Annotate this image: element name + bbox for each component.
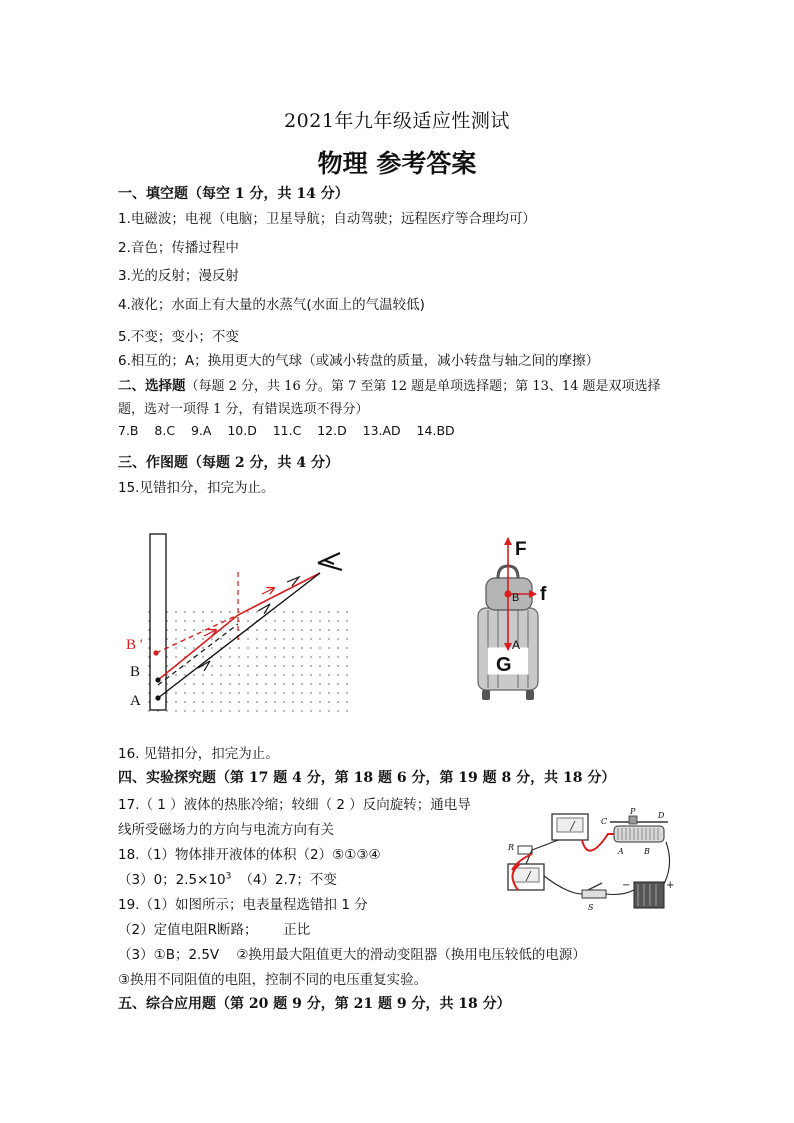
- mirror-plate: [150, 534, 166, 710]
- answer-18b-exp: 3: [225, 871, 232, 882]
- label-A-circuit: A: [618, 847, 624, 856]
- answer-18a: 18.（1）物体排开液体的体积（2）⑤①③④: [118, 847, 381, 863]
- point-a: [155, 695, 160, 700]
- answer-17a: 17.（ 1 ）液体的热胀冷缩；较细（ 2 ）反向旋转；通电导: [118, 797, 471, 813]
- answer-19b: （2）定值电阻R断路； 正比: [118, 922, 311, 938]
- label-S: S: [588, 903, 594, 912]
- section-2-heading-rest: （每题 2 分，共 16 分。第 7 至第 12 题是单项选择题；第 13、14 题是双项选择: [185, 379, 661, 394]
- answer-4: 4.液化；水面上有大量的水蒸气(水面上的气温较低): [118, 297, 425, 313]
- luggage-figure: [470, 530, 580, 705]
- answer-18b: [118, 868, 337, 888]
- answer-3: 3.光的反射；漫反射: [118, 268, 239, 284]
- point-b-prime: [153, 650, 158, 655]
- section-5-heading: 五、综合应用题（第 20 题 9 分，第 21 题 9 分，共 18 分）: [118, 996, 511, 1012]
- answer-2: 2.音色；传播过程中: [118, 240, 239, 256]
- answer-5: 5.不变；变小；不变: [118, 329, 239, 345]
- section-2-heading: 二、选择题: [118, 378, 186, 394]
- answer-16: 16. 见错扣分，扣完为止。: [118, 746, 279, 762]
- section-4-heading: 四、实验探究题（第 17 题 4 分，第 18 题 6 分，第 19 题 8 分，共 18 分）: [118, 770, 616, 786]
- label-b-prime: B ′: [126, 637, 144, 653]
- label-A: A: [512, 638, 521, 652]
- point-b: [155, 677, 160, 682]
- answer-17b: 线所受磁场力的方向与电流方向有关: [118, 822, 334, 838]
- label-C: C: [601, 817, 608, 826]
- page-title: 2021年九年级适应性测试: [284, 110, 510, 132]
- section-3-heading: 三、作图题（每题 2 分，共 4 分）: [118, 455, 339, 471]
- page-subtitle: 物理 参考答案: [317, 149, 477, 178]
- section-2-answers: 7.B 8.C 9.A 10.D 11.C 12.D 13.AD 14.BD: [118, 423, 455, 438]
- label-plus: +: [666, 880, 675, 891]
- circuit-figure: [498, 804, 678, 916]
- label-P: P: [630, 807, 636, 816]
- answer-1: 1.电磁波；电视（电脑；卫星导航；自动驾驶；远程医疗等合理均可）: [118, 211, 536, 227]
- rheostat: [614, 826, 664, 842]
- answer-19c: （3）①B；2.5V ②换用最大阻值更大的滑动变阻器（换用电压较低的电源）: [118, 947, 586, 963]
- label-F: F: [515, 539, 527, 560]
- label-D: D: [658, 811, 665, 820]
- label-b: B: [130, 664, 141, 680]
- section-2-heading-line: [118, 374, 661, 394]
- water-region: [144, 604, 350, 718]
- answer-15: 15.见错扣分，扣完为止。: [118, 480, 275, 496]
- label-a: A: [130, 693, 141, 709]
- answer-6: 6.相互的；A；换用更大的气球（或减小转盘的质量，减小转盘与轴之间的摩擦）: [118, 353, 600, 369]
- label-G: G: [496, 654, 512, 676]
- red-arrow-2: [262, 588, 274, 594]
- label-minus: −: [622, 880, 631, 891]
- section-1-heading: 一、填空题（每空 1 分，共 14 分）: [118, 186, 349, 202]
- label-f: f: [540, 584, 547, 605]
- answer-18b-pre: （3）0；2.5×10: [118, 872, 226, 888]
- answer-19a: 19.（1）如图所示；电表量程选错扣 1 分: [118, 897, 368, 913]
- label-B-circuit: B: [644, 847, 650, 856]
- switch: [582, 890, 606, 898]
- answer-19d: ③换用不同阻值的电阻，控制不同的电压重复实验。: [118, 972, 428, 988]
- answer-18b-post: （4）2.7；不变: [239, 872, 337, 888]
- point-b-dot: [504, 590, 511, 597]
- resistor-r: [518, 846, 532, 854]
- label-B: B: [512, 592, 520, 604]
- eye-icon: [318, 553, 342, 570]
- label-R: R: [508, 843, 515, 852]
- section-2-line2: 题，选对一项得 1 分，有错误选项不得分）: [118, 402, 369, 417]
- optics-figure: [120, 520, 460, 720]
